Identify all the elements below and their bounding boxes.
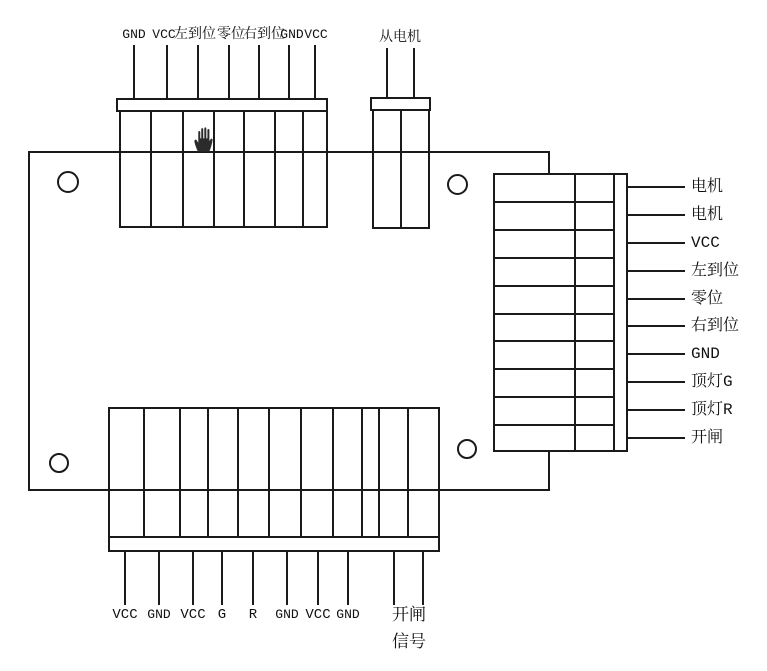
cell-divider	[150, 112, 152, 226]
right-pin-label: VCC	[691, 234, 720, 252]
bottom-pin-label: VCC	[180, 607, 206, 623]
pin-wire	[628, 214, 685, 216]
cell-divider	[179, 409, 181, 536]
cell-divider	[332, 409, 334, 536]
bottom-pin-label: VCC	[305, 607, 331, 623]
pin-wire	[197, 45, 199, 98]
cell-divider	[407, 409, 409, 536]
pin-wire	[347, 552, 349, 605]
right-pin-label: 电机	[691, 206, 724, 224]
cell-divider	[613, 175, 615, 450]
pin-wire	[386, 48, 388, 97]
pin-wire	[252, 552, 254, 605]
pin-wire	[628, 381, 685, 383]
row-divider	[493, 229, 615, 231]
terminal-block-cells	[108, 407, 440, 538]
bottom-pin-label: GND	[336, 607, 360, 622]
row-divider	[493, 396, 615, 398]
right-pin-label: 零位	[691, 290, 724, 308]
bottom-pin-label: VCC	[112, 607, 138, 623]
row-divider	[493, 340, 615, 342]
top-pin-label: VCC	[152, 27, 176, 42]
row-divider	[493, 424, 615, 426]
row-divider	[493, 313, 615, 315]
terminal-block-header-bar	[108, 536, 440, 552]
pin-wire	[288, 45, 290, 98]
top-pin-label: 右到位	[243, 27, 285, 43]
top-pin-label: 零位	[217, 27, 245, 43]
row-divider	[493, 368, 615, 370]
gate-signal-label-line1: 开闸	[392, 607, 426, 626]
pin-wire	[628, 242, 685, 244]
bottom-pin-label: GND	[275, 607, 299, 622]
top-pin-label: 左到位	[174, 27, 216, 43]
pin-wire	[124, 552, 126, 605]
cell-divider	[207, 409, 209, 536]
mounting-hole-bottom-left	[49, 453, 69, 473]
pin-wire	[628, 186, 685, 188]
pin-wire	[133, 45, 135, 98]
pin-wire	[628, 298, 685, 300]
board-edge-stub	[548, 450, 550, 491]
pin-wire	[628, 270, 685, 272]
cell-divider	[378, 409, 380, 536]
right-pin-label: 顶灯G	[691, 373, 733, 391]
pin-wire	[258, 45, 260, 98]
pin-wire	[286, 552, 288, 605]
pin-wire	[314, 45, 316, 98]
pin-wire	[628, 353, 685, 355]
right-pin-label: 顶灯R	[691, 401, 733, 419]
pin-wire	[192, 552, 194, 605]
row-divider	[493, 285, 615, 287]
right-pin-label: 左到位	[691, 262, 740, 280]
bottom-pin-label: GND	[147, 607, 171, 622]
mounting-hole-top-left	[57, 171, 79, 193]
pin-wire	[158, 552, 160, 605]
slave-motor-label: 从电机	[379, 30, 421, 46]
pin-wire	[628, 325, 685, 327]
cell-divider	[302, 112, 304, 226]
pin-wire	[166, 45, 168, 98]
cell-divider	[243, 112, 245, 226]
top-pin-label: VCC	[304, 27, 328, 42]
cell-divider	[237, 409, 239, 536]
mounting-hole-bottom-right	[457, 439, 477, 459]
pin-wire	[221, 552, 223, 605]
pin-wire	[393, 552, 395, 605]
right-pin-label: GND	[691, 345, 720, 363]
cell-divider	[574, 175, 576, 450]
pin-wire	[317, 552, 319, 605]
cell-divider	[361, 409, 363, 536]
right-pin-label: 开闸	[691, 429, 724, 447]
top-pin-label: GND	[280, 27, 304, 42]
right-pin-label: 右到位	[691, 317, 740, 335]
top-pin-label: GND	[122, 27, 146, 42]
pin-wire	[628, 409, 685, 411]
right-pin-label: 电机	[691, 178, 724, 196]
pin-wire	[413, 48, 415, 97]
bottom-pin-label: G	[217, 607, 227, 623]
cell-divider	[274, 112, 276, 226]
row-divider	[493, 201, 615, 203]
mounting-hole-top-right	[447, 174, 468, 195]
pin-wire	[628, 437, 685, 439]
gate-signal-label-line2: 信号	[392, 634, 426, 653]
board-edge-stub	[548, 151, 550, 175]
hand-cursor-icon	[193, 126, 215, 153]
cell-divider	[300, 409, 302, 536]
cell-divider	[182, 112, 184, 226]
bottom-pin-label: R	[248, 607, 258, 623]
cell-divider	[268, 409, 270, 536]
cell-divider	[400, 111, 402, 227]
cell-divider	[143, 409, 145, 536]
pin-wire	[228, 45, 230, 98]
row-divider	[493, 257, 615, 259]
pin-wire	[422, 552, 424, 605]
